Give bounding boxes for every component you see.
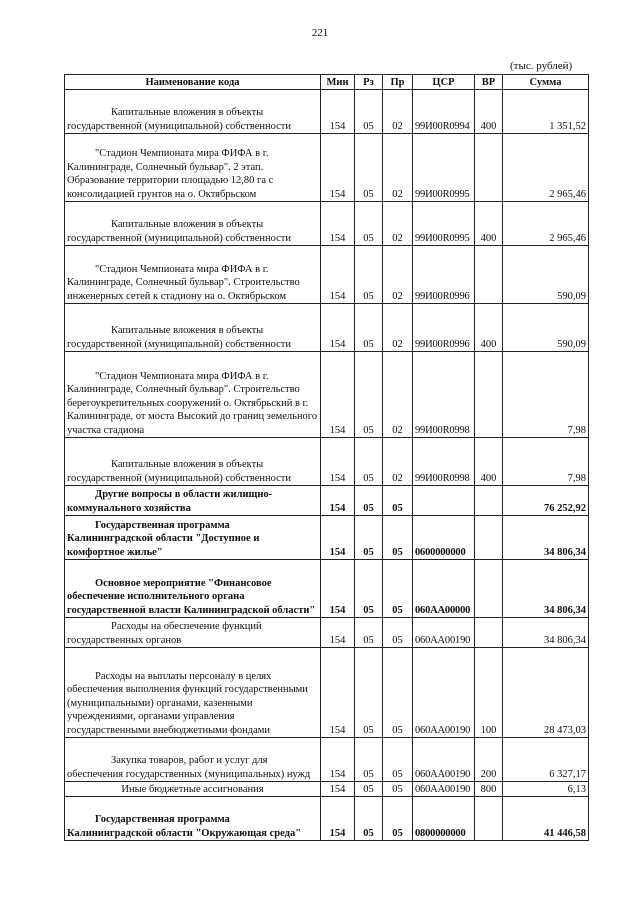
row-rz: 05 <box>355 486 383 516</box>
row-csr: 060АА00000 <box>413 560 475 618</box>
row-csr: 99И00R0998 <box>413 352 475 438</box>
row-name: "Стадион Чемпионата мира ФИФА в г. Калининграде, Солнечный бульвар". 2 этап. Образование территории площадью 12,80 га с консолидацией грунтов на о. Октябрьском <box>65 134 321 202</box>
row-rz: 05 <box>355 352 383 438</box>
row-min: 154 <box>321 352 355 438</box>
row-vr: 100 <box>475 648 503 738</box>
row-sum: 34 806,34 <box>503 618 589 648</box>
header-name: Наименование кода <box>65 75 321 90</box>
row-rz: 05 <box>355 438 383 486</box>
row-min: 154 <box>321 486 355 516</box>
row-sum: 6,13 <box>503 782 589 797</box>
row-pr: 05 <box>383 486 413 516</box>
row-csr: 0800000000 <box>413 797 475 841</box>
row-name: Закупка товаров, работ и услуг для обеспечения государственных (муниципальных) нужд <box>65 738 321 782</box>
table-row <box>65 516 589 560</box>
table-row <box>65 782 589 797</box>
row-csr: 99И00R0995 <box>413 134 475 202</box>
row-rz: 05 <box>355 304 383 352</box>
row-name: Капитальные вложения в объекты государственной (муниципальной) собственности <box>65 438 321 486</box>
row-csr: 060АА00190 <box>413 648 475 738</box>
row-pr: 05 <box>383 782 413 797</box>
row-vr: 200 <box>475 738 503 782</box>
table-row <box>65 246 589 304</box>
row-vr <box>475 246 503 304</box>
row-sum: 7,98 <box>503 438 589 486</box>
table-row <box>65 202 589 246</box>
row-pr: 05 <box>383 618 413 648</box>
row-vr <box>475 486 503 516</box>
row-name: Капитальные вложения в объекты государственной (муниципальной) собственности <box>65 90 321 134</box>
row-vr: 800 <box>475 782 503 797</box>
row-rz: 05 <box>355 738 383 782</box>
row-vr: 400 <box>475 202 503 246</box>
row-name: Государственная программа Калининградской области "Окружающая среда" <box>65 797 321 841</box>
row-pr: 05 <box>383 648 413 738</box>
row-csr: 99И00R0995 <box>413 202 475 246</box>
row-name: Государственная программа Калининградской области "Доступное и комфортное жилье" <box>65 516 321 560</box>
row-csr: 0600000000 <box>413 516 475 560</box>
table-row <box>65 618 589 648</box>
row-vr <box>475 560 503 618</box>
page-number: 221 <box>311 27 329 39</box>
row-sum: 41 446,58 <box>503 797 589 841</box>
row-sum: 34 806,34 <box>503 516 589 560</box>
row-vr <box>475 797 503 841</box>
row-pr: 02 <box>383 438 413 486</box>
row-vr: 400 <box>475 304 503 352</box>
row-name: Расходы на выплаты персоналу в целях обеспечения выполнения функций государственными (муниципальными) органами, казенными учреждениями, органами управления государственными внебюджетными фондами <box>65 648 321 738</box>
row-rz: 05 <box>355 560 383 618</box>
budget-table <box>64 74 589 841</box>
row-min: 154 <box>321 648 355 738</box>
row-name: Другие вопросы в области жилищно-коммунального хозяйства <box>65 486 321 516</box>
row-name: Капитальные вложения в объекты государственной (муниципальной) собственности <box>65 304 321 352</box>
row-pr: 05 <box>383 738 413 782</box>
row-min: 154 <box>321 618 355 648</box>
row-sum: 590,09 <box>503 304 589 352</box>
row-pr: 05 <box>383 560 413 618</box>
row-csr: 060АА00190 <box>413 738 475 782</box>
row-name: Расходы на обеспечение функций государственных органов <box>65 618 321 648</box>
row-name: Основное мероприятие "Финансовое обеспечение исполнительного органа государственной власти Калининградской области" <box>65 560 321 618</box>
table-row <box>65 648 589 738</box>
row-vr <box>475 618 503 648</box>
table-row <box>65 352 589 438</box>
row-name: Капитальные вложения в объекты государственной (муниципальной) собственности <box>65 202 321 246</box>
row-pr: 02 <box>383 202 413 246</box>
row-rz: 05 <box>355 516 383 560</box>
row-sum: 6 327,17 <box>503 738 589 782</box>
row-vr: 400 <box>475 438 503 486</box>
row-pr: 05 <box>383 516 413 560</box>
table-row <box>65 304 589 352</box>
header-rz: Рз <box>355 75 383 90</box>
row-pr: 02 <box>383 304 413 352</box>
table-row <box>65 738 589 782</box>
row-rz: 05 <box>355 782 383 797</box>
row-sum: 34 806,34 <box>503 560 589 618</box>
row-min: 154 <box>321 134 355 202</box>
table-row <box>65 486 589 516</box>
row-sum: 7,98 <box>503 352 589 438</box>
header-sum: Сумма <box>503 75 589 90</box>
table-header-row <box>65 75 589 90</box>
row-pr: 02 <box>383 352 413 438</box>
row-csr: 99И00R0996 <box>413 246 475 304</box>
row-name: "Стадион Чемпионата мира ФИФА в г. Калининграде, Солнечный бульвар". Строительство инженерных сетей к стадиону на о. Октябрьском <box>65 246 321 304</box>
row-sum: 2 965,46 <box>503 134 589 202</box>
row-pr: 02 <box>383 246 413 304</box>
row-vr <box>475 134 503 202</box>
header-min: Мин <box>321 75 355 90</box>
row-pr: 02 <box>383 90 413 134</box>
table-row <box>65 560 589 618</box>
row-vr <box>475 352 503 438</box>
row-csr: 060АА00190 <box>413 782 475 797</box>
row-name: "Стадион Чемпионата мира ФИФА в г. Калининграде, Солнечный бульвар". Строительство берегоукрепительных сооружений о. Октябрьский в г. Калининграде, от моста Высокий до границ земельного участка стадиона <box>65 352 321 438</box>
table-row <box>65 797 589 841</box>
table-row <box>65 134 589 202</box>
row-vr: 400 <box>475 90 503 134</box>
row-rz: 05 <box>355 246 383 304</box>
row-csr: 060АА00190 <box>413 618 475 648</box>
row-min: 154 <box>321 202 355 246</box>
units-label: (тыс. рублей) <box>510 60 573 72</box>
row-min: 154 <box>321 738 355 782</box>
row-sum: 1 351,52 <box>503 90 589 134</box>
row-min: 154 <box>321 246 355 304</box>
row-rz: 05 <box>355 134 383 202</box>
row-rz: 05 <box>355 648 383 738</box>
row-csr: 99И00R0998 <box>413 438 475 486</box>
row-min: 154 <box>321 516 355 560</box>
table-row <box>65 438 589 486</box>
row-csr: 99И00R0996 <box>413 304 475 352</box>
row-sum: 28 473,03 <box>503 648 589 738</box>
header-pr: Пр <box>383 75 413 90</box>
row-vr <box>475 516 503 560</box>
header-vr: ВР <box>475 75 503 90</box>
row-min: 154 <box>321 438 355 486</box>
row-sum: 590,09 <box>503 246 589 304</box>
row-name: Иные бюджетные ассигнования <box>65 782 321 797</box>
row-sum: 76 252,92 <box>503 486 589 516</box>
row-csr <box>413 486 475 516</box>
row-rz: 05 <box>355 202 383 246</box>
table-row <box>65 90 589 134</box>
row-sum: 2 965,46 <box>503 202 589 246</box>
row-min: 154 <box>321 797 355 841</box>
row-min: 154 <box>321 782 355 797</box>
row-csr: 99И00R0994 <box>413 90 475 134</box>
row-pr: 02 <box>383 134 413 202</box>
row-min: 154 <box>321 304 355 352</box>
row-rz: 05 <box>355 618 383 648</box>
header-csr: ЦСР <box>413 75 475 90</box>
row-rz: 05 <box>355 797 383 841</box>
row-min: 154 <box>321 560 355 618</box>
row-min: 154 <box>321 90 355 134</box>
row-rz: 05 <box>355 90 383 134</box>
row-pr: 05 <box>383 797 413 841</box>
